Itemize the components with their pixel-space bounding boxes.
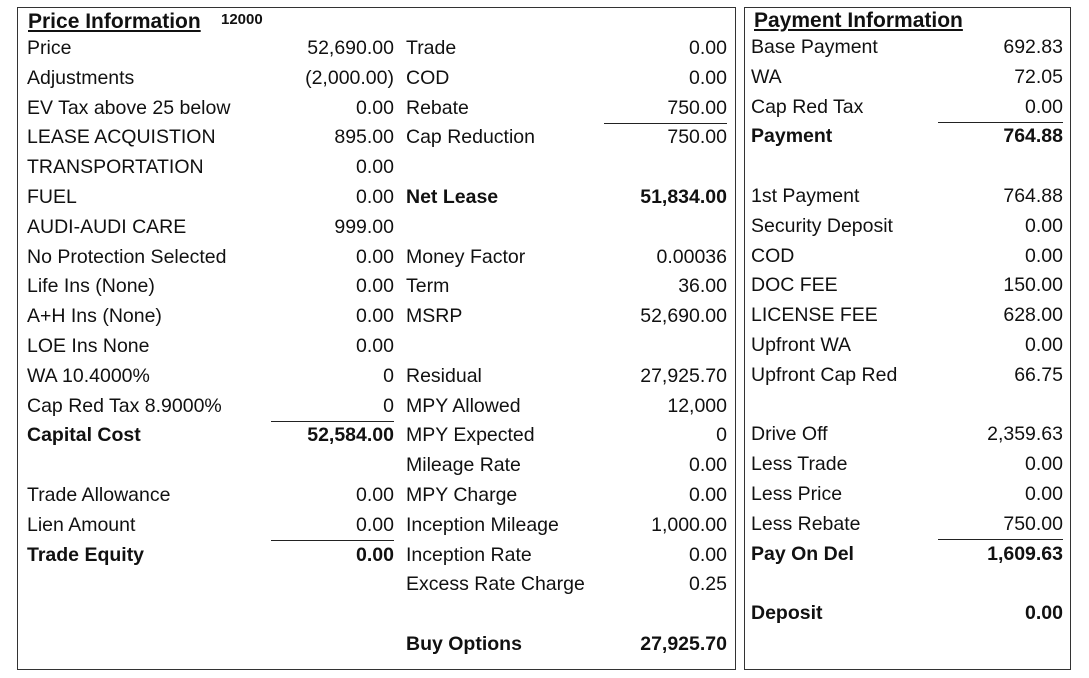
row-label: Base Payment xyxy=(751,36,878,58)
payment-row-upfront-cap-red xyxy=(751,360,1063,390)
total-rule xyxy=(938,122,1063,123)
row-value: 0.00 xyxy=(356,245,394,268)
row-label: LOE Ins None xyxy=(27,335,150,357)
row-label: Buy Options xyxy=(406,633,522,655)
row-value: 0.00 xyxy=(1025,214,1063,237)
row-value: 0.00 xyxy=(1025,602,1063,625)
total-rule xyxy=(604,123,727,124)
lease-row-rebate xyxy=(406,93,727,123)
total-rule xyxy=(271,421,394,422)
row-label: COD xyxy=(406,66,450,89)
lease-row-blank xyxy=(406,599,727,629)
row-value: 0.00 xyxy=(1025,483,1063,505)
price-row-lien-amount xyxy=(27,510,394,540)
row-value: 1,000.00 xyxy=(651,513,727,536)
row-value: 51,834.00 xyxy=(640,186,727,208)
row-value: 0 xyxy=(383,394,394,417)
lease-row-excess-rate-charge xyxy=(406,569,727,599)
row-label: Less Price xyxy=(751,483,843,505)
total-rule xyxy=(271,540,394,541)
row-label: Excess Rate Charge xyxy=(406,573,585,596)
price-row-no-protection-selected xyxy=(27,242,394,272)
row-label: Less Trade xyxy=(751,453,848,476)
price-row-audi-audi-care xyxy=(27,212,394,242)
payment-row-less-trade xyxy=(751,449,1063,479)
lease-row-msrp xyxy=(406,301,727,331)
lease-row-trade xyxy=(406,33,727,63)
payment-row-cap-red-tax xyxy=(751,92,1063,122)
row-value: 0.00 xyxy=(356,335,394,357)
payment-row-doc-fee xyxy=(751,270,1063,300)
row-label: Deposit xyxy=(751,602,823,625)
lease-row-buy-options xyxy=(406,629,727,659)
payment-row-license-fee xyxy=(751,300,1063,330)
row-label: LEASE ACQUISTION xyxy=(27,126,216,149)
price-row-blank xyxy=(27,450,394,480)
row-label: Inception Mileage xyxy=(406,513,559,536)
lease-row-mpy-charge xyxy=(406,480,727,510)
payment-row-payment xyxy=(751,121,1063,151)
row-value: 692.83 xyxy=(1003,36,1063,58)
lease-row-blank xyxy=(406,331,727,361)
row-value: 628.00 xyxy=(1003,304,1063,327)
row-value: 0.00 xyxy=(689,66,727,89)
row-value: 27,925.70 xyxy=(640,364,727,387)
row-label: Pay On Del xyxy=(751,542,854,565)
row-label: Cap Red Tax xyxy=(751,95,864,118)
price-row-adjustments xyxy=(27,63,394,93)
row-label: WA xyxy=(751,65,782,88)
row-label: MSRP xyxy=(406,305,463,328)
row-label: Drive Off xyxy=(751,423,828,446)
row-value: 52,690.00 xyxy=(640,305,727,328)
row-value: 0.00 xyxy=(356,484,394,506)
row-label: FUEL xyxy=(27,186,77,208)
row-label: Residual xyxy=(406,364,482,387)
price-row-trade-allowance xyxy=(27,480,394,510)
row-value: 72.05 xyxy=(1014,65,1063,88)
row-label: Security Deposit xyxy=(751,214,893,237)
row-label: DOC FEE xyxy=(751,274,838,297)
row-value: 0.00 xyxy=(1025,334,1063,356)
payment-row-blank xyxy=(751,390,1063,420)
row-value: 0.00 xyxy=(1025,95,1063,118)
payment-row-upfront-wa xyxy=(751,330,1063,360)
row-value: 0.00 xyxy=(689,543,727,566)
row-label: Payment xyxy=(751,125,833,148)
row-label: TRANSPORTATION xyxy=(27,156,204,179)
row-value: 999.00 xyxy=(334,215,394,238)
row-label: Money Factor xyxy=(406,245,526,268)
row-value: 52,690.00 xyxy=(307,37,394,59)
row-label: EV Tax above 25 below xyxy=(27,96,231,119)
price-row-wa-10-4000 xyxy=(27,361,394,391)
row-value: 0.00 xyxy=(689,454,727,477)
row-label: Upfront WA xyxy=(751,334,852,356)
row-value: (2,000.00) xyxy=(305,66,394,89)
price-row-transportation xyxy=(27,152,394,182)
price-row-cap-red-tax-8-9000 xyxy=(27,391,394,421)
row-label: Lien Amount xyxy=(27,513,136,536)
row-value: 0.00 xyxy=(356,96,394,119)
payment-row-security-deposit xyxy=(751,211,1063,241)
payment-row-less-price xyxy=(751,479,1063,509)
row-label: Less Rebate xyxy=(751,512,861,535)
lease-row-mileage-rate xyxy=(406,450,727,480)
row-label: Term xyxy=(406,275,450,298)
lease-row-cod xyxy=(406,63,727,93)
row-label: Trade Allowance xyxy=(27,484,171,506)
price-row-trade-equity xyxy=(27,540,394,570)
row-label: 1st Payment xyxy=(751,185,860,207)
price-row-lease-acquistion xyxy=(27,122,394,152)
row-value: 0.00 xyxy=(356,275,394,298)
row-value: 0 xyxy=(716,424,727,447)
row-value: 2,359.63 xyxy=(987,423,1063,446)
row-label: Life Ins (None) xyxy=(27,275,155,298)
row-label: MPY Charge xyxy=(406,484,518,506)
payment-row-pay-on-del xyxy=(751,539,1063,569)
row-value: 0.00 xyxy=(1025,244,1063,267)
row-value: 0.25 xyxy=(689,573,727,596)
row-value: 764.88 xyxy=(1003,125,1063,148)
row-label: Upfront Cap Red xyxy=(751,363,898,386)
payment-row-1st-payment xyxy=(751,181,1063,211)
row-label: Trade Equity xyxy=(27,543,145,566)
row-label: Capital Cost xyxy=(27,424,141,447)
payment-row-less-rebate xyxy=(751,509,1063,539)
row-label: Cap Reduction xyxy=(406,126,535,149)
row-value: 0.00 xyxy=(356,513,394,536)
row-label: LICENSE FEE xyxy=(751,304,878,327)
row-label: Mileage Rate xyxy=(406,454,521,477)
row-label: Trade xyxy=(406,37,457,59)
row-value: 750.00 xyxy=(667,126,727,149)
row-label: MPY Expected xyxy=(406,424,535,447)
row-value: 150.00 xyxy=(1003,274,1063,297)
payment-row-wa xyxy=(751,62,1063,92)
row-value: 750.00 xyxy=(667,96,727,119)
row-label: Rebate xyxy=(406,96,469,119)
row-value: 895.00 xyxy=(334,126,394,149)
row-value: 12,000 xyxy=(667,394,727,417)
payment-row-blank xyxy=(751,151,1063,181)
row-value: 0.00036 xyxy=(656,245,727,268)
price-information-title: Price Information xyxy=(28,10,201,33)
lease-row-blank xyxy=(406,212,727,242)
row-label: COD xyxy=(751,244,795,267)
row-value: 0.00 xyxy=(1025,453,1063,476)
row-label: AUDI-AUDI CARE xyxy=(27,215,187,238)
price-row-a-h-ins-none xyxy=(27,301,394,331)
row-label: MPY Allowed xyxy=(406,394,521,417)
row-value: 52,584.00 xyxy=(307,424,394,447)
lease-row-inception-mileage xyxy=(406,510,727,540)
row-value: 66.75 xyxy=(1014,363,1063,386)
price-row-capital-cost xyxy=(27,420,394,450)
row-label: Adjustments xyxy=(27,66,135,89)
payment-row-blank xyxy=(751,568,1063,598)
row-label: Net Lease xyxy=(406,186,499,208)
row-value: 750.00 xyxy=(1003,512,1063,535)
price-row-ev-tax-above-25-below xyxy=(27,93,394,123)
payment-row-base-payment xyxy=(751,32,1063,62)
total-rule xyxy=(938,539,1063,540)
lease-row-blank xyxy=(406,152,727,182)
row-label: Price xyxy=(27,37,72,59)
lease-row-mpy-allowed xyxy=(406,391,727,421)
row-value: 0.00 xyxy=(356,156,394,179)
price-row-loe-ins-none xyxy=(27,331,394,361)
lease-row-term xyxy=(406,271,727,301)
lease-row-residual xyxy=(406,361,727,391)
lease-row-cap-reduction xyxy=(406,122,727,152)
payment-row-drive-off xyxy=(751,419,1063,449)
row-label: WA 10.4000% xyxy=(27,364,150,387)
row-label: No Protection Selected xyxy=(27,245,227,268)
row-label: A+H Ins (None) xyxy=(27,305,162,328)
row-value: 0.00 xyxy=(356,305,394,328)
row-value: 0.00 xyxy=(689,37,727,59)
price-information-code: 12000 xyxy=(221,11,263,28)
row-label: Cap Red Tax 8.9000% xyxy=(27,394,222,417)
row-value: 0 xyxy=(383,364,394,387)
row-label: Inception Rate xyxy=(406,543,532,566)
row-value: 0.00 xyxy=(356,543,394,566)
row-value: 27,925.70 xyxy=(640,633,727,655)
lease-row-inception-rate xyxy=(406,540,727,570)
payment-row-cod xyxy=(751,241,1063,271)
price-row-fuel xyxy=(27,182,394,212)
price-row-life-ins-none xyxy=(27,271,394,301)
row-value: 36.00 xyxy=(678,275,727,298)
lease-row-net-lease xyxy=(406,182,727,212)
payment-information-title: Payment Information xyxy=(754,9,963,32)
lease-row-mpy-expected xyxy=(406,420,727,450)
row-value: 1,609.63 xyxy=(987,542,1063,565)
row-value: 0.00 xyxy=(689,484,727,506)
lease-row-money-factor xyxy=(406,242,727,272)
price-row-price xyxy=(27,33,394,63)
row-value: 764.88 xyxy=(1003,185,1063,207)
payment-row-deposit xyxy=(751,598,1063,628)
row-value: 0.00 xyxy=(356,186,394,208)
